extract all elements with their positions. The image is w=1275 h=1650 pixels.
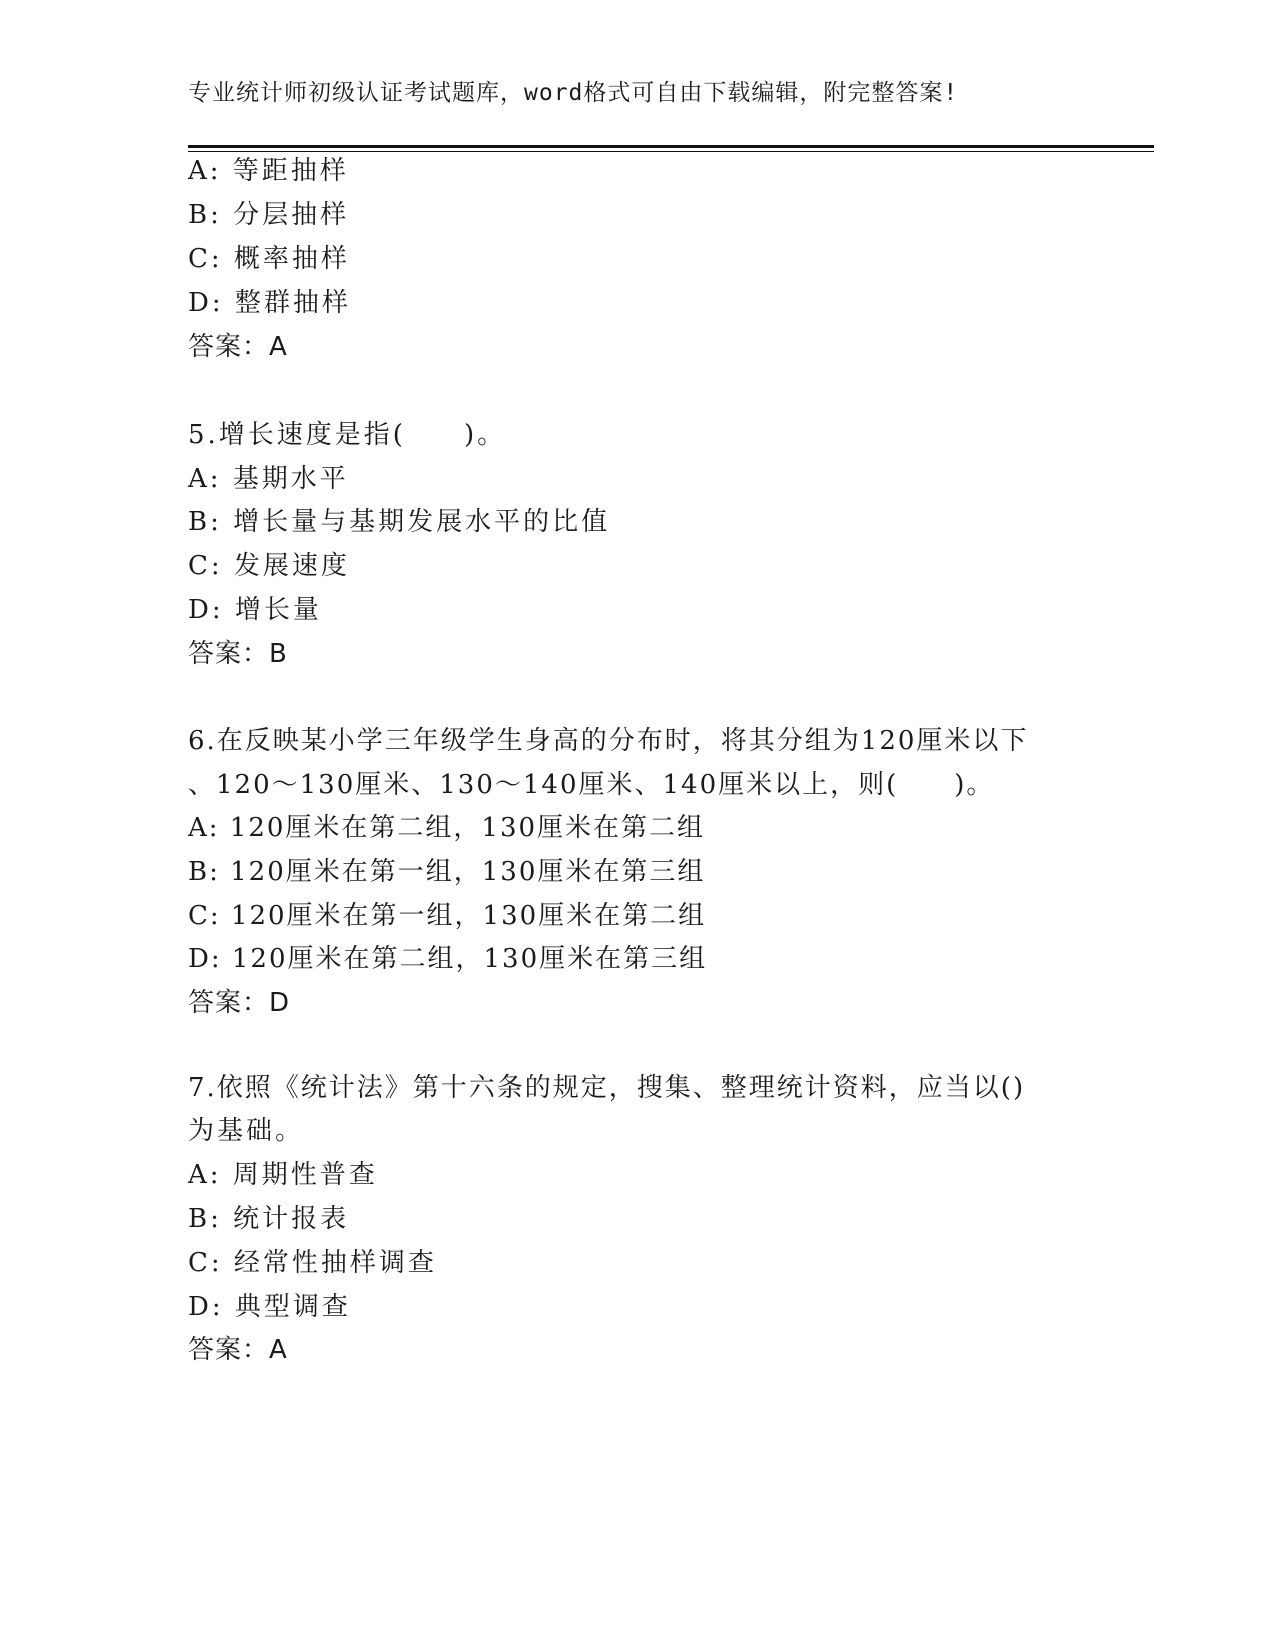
q5-option-d: D: 增长量: [188, 595, 322, 625]
q5-option-b: B: 增长量与基期发展水平的比值: [188, 507, 611, 537]
q7-option-c: C: 经常性抽样调查: [188, 1248, 437, 1278]
q6-stem-line2: 、120～130厘米、130～140厘米、140厘米以上，则( )。: [188, 770, 995, 800]
q6-option-c: C: 120厘米在第一组，130厘米在第二组: [188, 901, 707, 931]
q5-answer: 答案：B: [188, 639, 288, 669]
q6-option-d: D: 120厘米在第二组，130厘米在第三组: [188, 944, 708, 974]
q5-option-a: A: 基期水平: [188, 464, 349, 494]
q7-option-b: B: 统计报表: [188, 1204, 350, 1234]
q5-stem: 5.增长速度是指( )。: [188, 420, 507, 450]
page-header: 专业统计师初级认证考试题库，word格式可自由下载编辑，附完整答案!: [188, 80, 959, 106]
q6-option-a: A: 120厘米在第二组，130厘米在第二组: [188, 813, 706, 843]
q7-answer: 答案：A: [188, 1335, 288, 1365]
q5-option-c: C: 发展速度: [188, 551, 350, 581]
q7-stem-line1: 7.依照《统计法》第十六条的规定，搜集、整理统计资料，应当以(): [188, 1073, 1026, 1103]
q4-option-c: C: 概率抽样: [188, 244, 350, 274]
q7-stem-line2: 为基础。: [188, 1116, 305, 1146]
q4-option-b: B: 分层抽样: [188, 200, 350, 230]
q4-option-d: D: 整群抽样: [188, 288, 351, 318]
header-rule-thick: [188, 145, 1154, 148]
q7-option-a: A: 周期性普查: [188, 1160, 378, 1190]
q6-stem-line1: 6.在反映某小学三年级学生身高的分布时，将其分组为120厘米以下: [188, 726, 1029, 756]
q4-option-a: A: 等距抽样: [188, 156, 349, 186]
header-rule-thin: [188, 151, 1154, 152]
q6-option-b: B: 120厘米在第一组，130厘米在第三组: [188, 857, 706, 887]
q4-answer: 答案：A: [188, 332, 288, 362]
q7-option-d: D: 典型调查: [188, 1292, 351, 1322]
q6-answer: 答案：D: [188, 988, 291, 1018]
